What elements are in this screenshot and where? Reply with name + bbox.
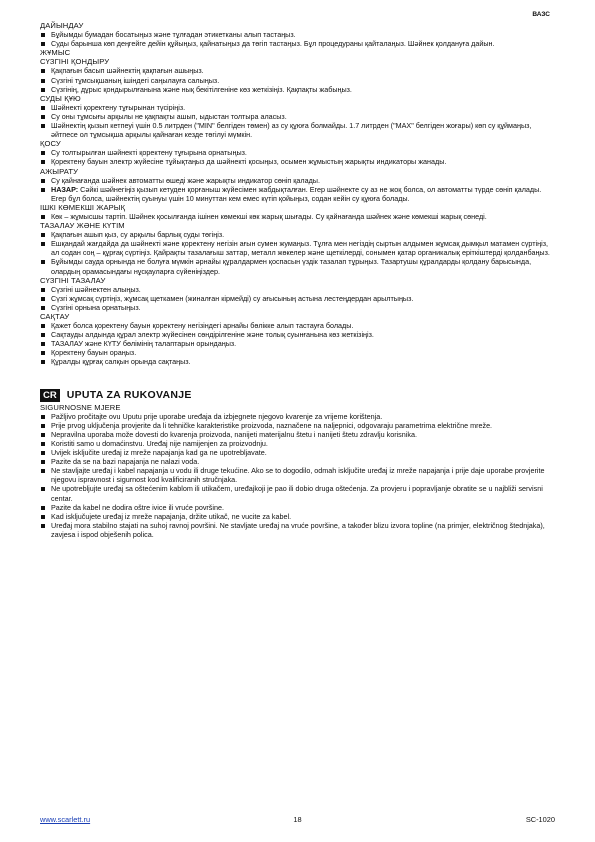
bullet-item: Шәйнекті қоректену тұғырынан түсіріңіз.	[40, 103, 555, 112]
page-header-code: ВАЗС	[532, 11, 550, 18]
section-heading: ҚОСУ	[40, 139, 61, 149]
bullet-item: Pazite da se na bazi napajanja ne nalazi voda.	[40, 457, 555, 466]
bullet-item: Prije prvog uključenja provjerite da li tehničke karakteristike proizvoda, naznačene na naljepnici, odgovaraju parametrima električne mreže.	[40, 421, 555, 430]
bullet-item: Uvijek isključite uređaj iz mreže napajanja kad ga ne upotrebljavate.	[40, 448, 555, 457]
section-heading: СҮЗГІНІ ҚОНДЫРУ	[40, 57, 110, 67]
kazakh-section	[40, 21, 555, 367]
section-heading: САҚТАУ	[40, 312, 70, 321]
warning-label: НАЗАР:	[51, 184, 79, 194]
page-number: 18	[293, 815, 302, 824]
bullet-item: Ne stavljajte uređaj i kabel napajanja u vodu ili druge tekućine. Ako se to dogodilo, odmah isključite uređaj iz mreže napajanja i prije daje uporabe provjerite njegovu ispravnost i sigurnost kod kvalificiranih stručnjaka.	[40, 466, 555, 484]
bullet-item: Шәйнектің қызып кетпеуі үшін 0.5 литрден ("MIN" белгіден төмен) аз су құюға болмайды. 1.7 литрден ("MAX" белгіден жоғары) көп су құймаңыз, әйтпесе ол тұмсықша арқылы қайнаған кезде төгілуі мүмкін.	[40, 121, 555, 139]
bullet-item: Ne upotrebljujte uređaj sa oštećenim kablom ili utikačem, uređajkoji je pao ili dobio druga oštećenja. Za provjeru i popravljanje obratite se u najbliži servisni centar.	[40, 484, 555, 502]
bullet-item: Су оны тұмсығы арқылы не қақпақты ашып, ыдыстан толтыра аласыз.	[40, 112, 555, 121]
bullet-item: Ешқандай жағдайда да шәйнекті және қоректену негізін ағын сумен жумаңыз. Тұлға мен негіздің сыртын алдымен жұмсақ дымқыл матамен сүртіңіз, ал содан соң – құрғақ сүртіңіз. Қайрақты тазалағыш заттар, металл жөкелер және щеткілерді, сонымен қатар органикалық еріткіштерді қолданбаңыз.	[40, 239, 555, 257]
bullet-item: Сақтауды алдында құрал электр жүйесінен сөндірілгеніне және толық суынғанына көз жеткізіңіз.	[40, 330, 555, 339]
language-tag: CR	[40, 389, 60, 402]
bullet-item: Бұйымды сауда орнында не болуға мүмкін әрнайы құралдармен қоспасын үздік тазалап тұрыңыз. Тазартушы құралдарды қолдану барысында, олардың орамасындағы нұсқауларға сүйеніңіздер.	[40, 257, 555, 275]
bullet-item: Uređaj mora stabilno stajati na suhoj ravnoj površini. Ne stavljate uređaj na vruće površine, a također blizu izvora topline (na primjer, električnog štednjaka), zavjesa i ispod obješenih polica.	[40, 521, 555, 539]
section-subtitle: SIGURNOSNE MJERE	[40, 402, 121, 412]
bullet-item: Nepravilna uporaba može dovesti do kvarenja proizvoda, nanijeti materijalnu štetu i nanijeti štetu zdravlju korisnika.	[40, 430, 555, 439]
bullet-item: Қажет болса қоректену бауын қоректену негізіндегі арнайы бөлікке алып тастауға болады.	[40, 321, 555, 330]
section-heading: СУДЫ ҚҰЮ	[40, 93, 81, 103]
section-title: UPUTA ZA RUKOVANJE	[66, 388, 192, 401]
bullet-item: Сүзгіні тұмсықшаның ішіндегі саңылауға салыңыз.	[40, 76, 555, 85]
bullet-item: Суды барынша көп деңгейге дейін құйыңыз, қайнатыңыз да төгіп тастаңыз. Бұл процедураны қайталаңыз. Шәйнек қолдануға дайын.	[40, 39, 555, 48]
section-heading: ДАЙЫНДАУ	[40, 21, 84, 30]
website-link[interactable]: www.scarlett.ru	[40, 815, 91, 824]
bullet-item: Kad isključujete uređaj iz mreže napajanja, držite utikač, ne vucite za kabel.	[40, 512, 555, 521]
model-number: SC-1020	[525, 815, 555, 824]
section-heading: ТАЗАЛАУ ЖӘНЕ КҮТІМ	[40, 221, 125, 231]
section-heading: ЖҰМЫС	[40, 48, 71, 58]
bullet-item: Бұйымды бумадан босатыңыз және тұлғадан этикетканы алып тастаңыз.	[40, 30, 555, 39]
bullet-item: Су қайнағанда шәйнек автоматты өшеді және жарықты индикатор сөніп қалады.	[40, 176, 555, 185]
section-heading: АЖЫРАТУ	[40, 166, 78, 176]
page-content	[40, 21, 555, 539]
bullet-item: Құралды құрғақ салқын орында сақтаңыз.	[40, 357, 555, 366]
bullet-item	[40, 185, 555, 203]
bullet-text: Сәйкі шәйнегіңіз қызып кетуден қорғаныш жүйесімен жабдықталған. Егер шәйнекте су аз не жоқ болса, ол автоматты түрде сөніп қалады. Егер бұл болса, шәйнектің суынуы үшін 10 минуттан кем емес күтіп қойыңыз, содан кейін су құюға болады.	[51, 184, 542, 203]
bullet-item: ТАЗАЛАУ және КҮТУ бөлімінің талаптарын орындаңыз.	[40, 339, 555, 348]
bullet-item: Су толтырылған шәйнекті қоректену тұғырына орнатыңыз.	[40, 148, 555, 157]
bullet-item: Сүзгінің, дұрыс қондырылғанына және нық бекітілгеніне көз жеткізіңіз. Қақпақты жабыңыз.	[40, 85, 555, 94]
bullet-item: Сүзгіні орнына орнатыңыз.	[40, 303, 555, 312]
bullet-item: Көк – жұмысшы тартіп. Шәйнек қосылғанда ішінен көмекші көк жарық шығады. Су қайнағанда шәйнек және көмекші жарық сөнеді.	[40, 212, 555, 221]
bullet-item: Pazite da kabel ne dodira oštre ivice ili vruće površine.	[40, 503, 555, 512]
section-heading: ІШКІ КӨМЕКШІ ЖАРЫҚ	[40, 202, 126, 212]
cr-section-header	[40, 389, 555, 402]
bullet-item: Сүзгі жұмсақ сүртіңіз, жұмсақ щеткамен (жиналған кірмейді) су ағысының астына лестеңдердан арылтыңыз.	[40, 294, 555, 303]
section-heading: СҮЗГІНІ ТАЗАЛАУ	[40, 275, 106, 285]
bullet-item: Қақпағын басып шәйнектің қақпағын ашыңыз.	[40, 66, 555, 75]
bullet-item: Қоректену бауын ораңыз.	[40, 348, 555, 357]
bullet-item: Koristiti samo u domaćinstvu. Uređaj nije namijenjen za proizvodnju.	[40, 439, 555, 448]
bullet-item: Pažljivo pročitajte ovu Uputu prije uporabe uređaja da izbjegnete njegovo kvarenje za vrijeme korištenja.	[40, 412, 555, 421]
bullet-item: Қақпағын ашып қыз, су арқылы барлық суды төгіңіз.	[40, 230, 555, 239]
croatian-section	[40, 412, 555, 539]
bullet-item: Қоректену бауын электр жүйесіне тұйықтаңыз да шәйнекті қосыңыз, осымен жұмыстың жарықты индикаторы жанады.	[40, 157, 555, 166]
bullet-item: Сүзгіні шәйнектен алыңыз.	[40, 285, 555, 294]
